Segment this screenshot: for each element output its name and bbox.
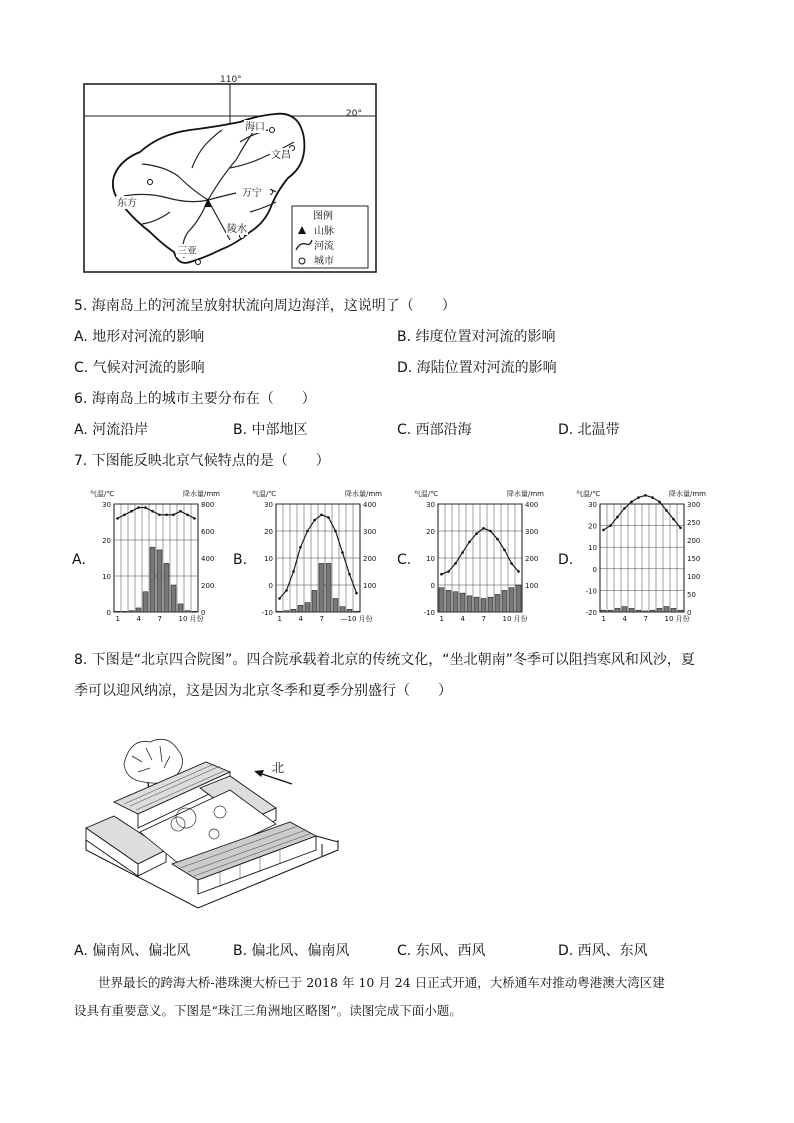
temperature-point xyxy=(496,538,499,541)
left-tick-label: 0 xyxy=(268,582,273,590)
temperature-point xyxy=(137,506,140,509)
legend-title: 图例 xyxy=(313,211,333,222)
temperature-point xyxy=(665,509,668,512)
temperature-point xyxy=(172,514,175,517)
question-5-stem: 5. 海南岛上的河流呈放射状流向周边海洋，这说明了（ ） xyxy=(74,298,456,314)
x-tick-label: 7 xyxy=(481,615,486,623)
precipitation-axis-title: 降水量/mm xyxy=(345,490,382,498)
q8-option-c[interactable]: C. 东风、西风 xyxy=(397,943,486,959)
temperature-point xyxy=(299,546,302,549)
temperature-point xyxy=(475,532,478,535)
right-tick-label: 800 xyxy=(201,501,215,509)
left-tick-label: 0 xyxy=(430,582,435,590)
precipitation-bar xyxy=(622,607,627,612)
city-label-dongfang: 东方 xyxy=(117,198,137,209)
temperature-point xyxy=(179,510,182,513)
precipitation-bar xyxy=(650,610,655,612)
temperature-point xyxy=(278,597,281,600)
temperature-point xyxy=(341,551,344,554)
city-label-sanya: 三亚 xyxy=(177,246,197,257)
temperature-point xyxy=(461,551,464,554)
precipitation-bar xyxy=(481,599,486,613)
precipitation-bar xyxy=(488,597,493,612)
precipitation-bar xyxy=(291,609,296,612)
left-tick-label: -20 xyxy=(585,609,597,617)
precipitation-bar xyxy=(601,610,606,612)
temperature-point xyxy=(510,562,513,565)
chart-d-letter[interactable]: D. xyxy=(558,552,574,568)
left-tick-label: 20 xyxy=(426,528,435,536)
temperature-point xyxy=(672,518,675,521)
chart-b-letter[interactable]: B. xyxy=(233,552,248,568)
precipitation-bar xyxy=(305,603,310,612)
right-tick-label: 600 xyxy=(201,528,215,536)
precipitation-bar xyxy=(354,611,359,612)
right-tick-label: 100 xyxy=(363,582,377,590)
x-tick-label: 10 月份 xyxy=(178,615,204,623)
left-tick-label: 30 xyxy=(264,501,273,509)
right-tick-label: 0 xyxy=(687,609,692,617)
q8-option-b[interactable]: B. 偏北风、偏南风 xyxy=(233,943,350,959)
temperature-point xyxy=(447,570,450,573)
precipitation-bar xyxy=(636,610,641,612)
q6-option-a[interactable]: A. 河流沿岸 xyxy=(74,422,149,438)
right-tick-label: 300 xyxy=(687,501,701,509)
west-wing xyxy=(86,816,166,876)
city-label-lingshui: 陵水 xyxy=(227,224,247,235)
x-tick-label: 4 xyxy=(136,615,141,623)
temperature-point xyxy=(644,494,647,497)
q8-option-d[interactable]: D. 西风、东风 xyxy=(558,943,648,959)
left-tick-label: 30 xyxy=(102,501,111,509)
precipitation-bar xyxy=(467,596,472,612)
right-tick-label: 200 xyxy=(525,555,539,563)
precipitation-bar xyxy=(502,590,507,612)
temperature-point xyxy=(602,529,605,532)
left-tick-label: -10 xyxy=(261,609,273,617)
precipitation-bar xyxy=(474,597,479,612)
precipitation-bar xyxy=(171,585,176,612)
temperature-point xyxy=(285,589,288,592)
climate-chart-d[interactable] xyxy=(576,486,706,630)
left-tick-label: 20 xyxy=(102,537,111,545)
question-6-stem: 6. 海南岛上的城市主要分布在（ ） xyxy=(74,391,316,407)
left-tick-label: 20 xyxy=(264,528,273,536)
temperature-point xyxy=(193,517,196,520)
temperature-point xyxy=(186,514,189,517)
question-7-stem: 7. 下图能反映北京气候特点的是（ ） xyxy=(74,453,330,469)
temperature-point xyxy=(130,510,133,513)
precipitation-bar xyxy=(333,599,338,613)
precipitation-bar xyxy=(509,588,514,612)
q6-option-b[interactable]: B. 中部地区 xyxy=(233,422,308,438)
precipitation-bar xyxy=(312,590,317,612)
left-tick-label: 0 xyxy=(106,609,111,617)
precipitation-bar xyxy=(340,607,345,612)
passage-line-1: 世界最长的跨海大桥-港珠澳大桥已于 2018 年 10 月 24 日正式开通，大桥通车对推动粤港澳大湾区建 xyxy=(98,975,665,990)
temperature-point xyxy=(306,530,309,533)
precipitation-bar xyxy=(643,611,648,612)
precipitation-bar xyxy=(319,563,324,612)
precipitation-bar xyxy=(136,608,141,612)
right-tick-label: 400 xyxy=(201,555,215,563)
x-tick-label: 1 xyxy=(439,615,444,623)
q6-option-d[interactable]: D. 北温带 xyxy=(558,422,620,438)
temperature-point xyxy=(517,570,520,573)
temperature-point xyxy=(609,524,612,527)
temperature-point xyxy=(454,562,457,565)
precipitation-bar xyxy=(664,607,669,612)
temperature-point xyxy=(616,516,619,519)
x-tick-label: 10 月份 xyxy=(664,615,690,623)
precipitation-bar xyxy=(277,611,282,612)
precipitation-bar xyxy=(284,611,289,612)
temperature-point xyxy=(630,501,633,504)
x-tick-label: 7 xyxy=(157,615,162,623)
precipitation-bar xyxy=(678,610,683,612)
precipitation-axis-title: 降水量/mm xyxy=(507,490,544,498)
right-tick-label: 300 xyxy=(363,528,377,536)
precipitation-bar xyxy=(671,608,676,612)
precipitation-bar xyxy=(157,550,162,612)
latitude-label: 20° xyxy=(346,109,362,119)
q5-option-b[interactable]: B. 纬度位置对河流的影响 xyxy=(397,329,556,345)
temperature-point xyxy=(327,516,330,519)
precipitation-bar xyxy=(608,610,613,612)
right-tick-label: 400 xyxy=(363,501,377,509)
x-tick-label: 4 xyxy=(622,615,627,623)
q5-option-a[interactable]: A. 地形对河流的影响 xyxy=(74,329,205,345)
left-tick-label: 30 xyxy=(588,501,597,509)
temperature-axis-title: 气温/℃ xyxy=(90,490,115,498)
legend-city-label: 城市 xyxy=(314,256,334,267)
left-tick-label: -10 xyxy=(423,609,435,617)
x-tick-label: —10 月份 xyxy=(340,615,373,623)
precipitation-bar xyxy=(439,588,444,612)
climate-chart-c[interactable] xyxy=(414,486,544,630)
left-tick-label: 10 xyxy=(264,555,273,563)
x-tick-label: 4 xyxy=(298,615,303,623)
temperature-point xyxy=(313,519,316,522)
left-tick-label: 30 xyxy=(426,501,435,509)
temperature-point xyxy=(503,549,506,552)
x-tick-label: 1 xyxy=(277,615,282,623)
legend-river-label: 河流 xyxy=(314,241,334,252)
right-tick-label: 300 xyxy=(525,528,539,536)
right-tick-label: 200 xyxy=(201,582,215,590)
precipitation-bar xyxy=(516,585,521,612)
chart-a-letter[interactable]: A. xyxy=(72,552,86,568)
temperature-point xyxy=(123,514,126,517)
q5-option-d[interactable]: D. 海陆位置对河流的影响 xyxy=(397,360,557,376)
right-tick-label: 100 xyxy=(687,573,701,581)
temperature-point xyxy=(151,510,154,513)
temperature-axis-title: 气温/℃ xyxy=(252,490,277,498)
right-tick-label: 50 xyxy=(687,591,696,599)
left-tick-label: 10 xyxy=(102,573,111,581)
precipitation-bar xyxy=(347,609,352,612)
right-tick-label: 0 xyxy=(201,609,206,617)
left-tick-label: 20 xyxy=(588,522,597,531)
hainan-map xyxy=(80,72,380,277)
temperature-point xyxy=(144,506,147,509)
north-arrow xyxy=(254,761,292,784)
city-label-wanning: 万宁 xyxy=(242,188,262,199)
temperature-point xyxy=(651,496,654,499)
temperature-point xyxy=(165,514,168,517)
precipitation-bar xyxy=(192,611,197,612)
temperature-axis-title: 气温/℃ xyxy=(576,490,601,498)
climate-chart-a[interactable] xyxy=(90,486,220,630)
precipitation-bar xyxy=(115,611,120,612)
precipitation-bar xyxy=(122,611,127,612)
question-8-stem-line1: 8. 下图是“北京四合院图”。四合院承载着北京的传统文化，“坐北朝南”冬季可以阻挡寒风和风沙，夏 xyxy=(74,652,695,668)
precipitation-bar xyxy=(615,608,620,612)
precipitation-bar xyxy=(453,592,458,612)
x-tick-label: 7 xyxy=(319,615,324,623)
city-label-haikou: 海口 xyxy=(245,122,265,133)
precipitation-axis-title: 降水量/mm xyxy=(669,490,706,498)
precipitation-bar xyxy=(143,592,148,612)
temperature-point xyxy=(637,496,640,499)
passage-line-2: 设具有重要意义。下图是“珠江三角洲地区略图”。读图完成下面小题。 xyxy=(74,1003,462,1018)
precipitation-bar xyxy=(298,605,303,612)
precipitation-bar xyxy=(185,611,190,612)
temperature-point xyxy=(348,573,351,576)
temperature-point xyxy=(116,517,119,520)
temperature-point xyxy=(482,527,485,530)
x-tick-label: 1 xyxy=(115,615,120,623)
north-label: 北 xyxy=(272,761,285,775)
temperature-point xyxy=(679,526,682,529)
left-tick-label: 0 xyxy=(592,565,597,574)
chart-c-letter[interactable]: C. xyxy=(397,552,412,568)
left-tick-label: -10 xyxy=(585,587,597,596)
right-tick-label: 400 xyxy=(525,501,539,509)
temperature-point xyxy=(292,570,295,573)
x-tick-label: 4 xyxy=(460,615,465,623)
temperature-point xyxy=(489,530,492,533)
temperature-axis-title: 气温/℃ xyxy=(414,490,439,498)
precipitation-bar xyxy=(178,604,183,612)
legend-mountain-label: 山脉 xyxy=(314,226,334,237)
temperature-point xyxy=(334,530,337,533)
x-tick-label: 7 xyxy=(643,615,648,623)
precipitation-bar xyxy=(326,563,331,612)
precipitation-bar xyxy=(150,547,155,612)
q8-option-a[interactable]: A. 偏南风、偏北风 xyxy=(74,943,191,959)
x-tick-label: 1 xyxy=(601,615,606,623)
siheyuan-illustration xyxy=(80,732,350,910)
question-8-stem-line2: 季可以迎风纳凉，这是因为北京冬季和夏季分别盛行（ ） xyxy=(74,683,452,699)
precipitation-bar xyxy=(495,594,500,612)
right-tick-label: 250 xyxy=(687,519,701,527)
precipitation-bar xyxy=(164,563,169,612)
precipitation-bar xyxy=(460,593,465,612)
temperature-point xyxy=(355,592,358,595)
temperature-point xyxy=(158,514,161,517)
right-tick-label: 100 xyxy=(525,582,539,590)
climate-chart-b[interactable] xyxy=(252,486,382,630)
precipitation-bar xyxy=(629,608,634,612)
temperature-point xyxy=(320,514,323,517)
temperature-point xyxy=(623,507,626,510)
temperature-point xyxy=(658,501,661,504)
right-tick-label: 200 xyxy=(363,555,377,563)
q6-option-c[interactable]: C. 西部沿海 xyxy=(397,422,472,438)
x-tick-label: 10 月份 xyxy=(502,615,528,623)
temperature-point xyxy=(468,541,471,544)
left-tick-label: 10 xyxy=(426,555,435,563)
map-legend xyxy=(292,206,368,268)
city-label-wenchang: 文昌 xyxy=(271,150,291,161)
left-tick-label: 10 xyxy=(588,544,597,553)
q5-option-c[interactable]: C. 气候对河流的影响 xyxy=(74,360,205,376)
legend-city-icon xyxy=(299,258,305,264)
precipitation-axis-title: 降水量/mm xyxy=(183,490,220,498)
precipitation-bar xyxy=(657,608,662,612)
right-tick-label: 200 xyxy=(687,537,701,545)
precipitation-bar xyxy=(129,611,134,612)
right-tick-label: 150 xyxy=(687,555,701,563)
longitude-label: 110° xyxy=(220,75,242,85)
precipitation-bar xyxy=(446,590,451,612)
temperature-point xyxy=(440,573,443,576)
